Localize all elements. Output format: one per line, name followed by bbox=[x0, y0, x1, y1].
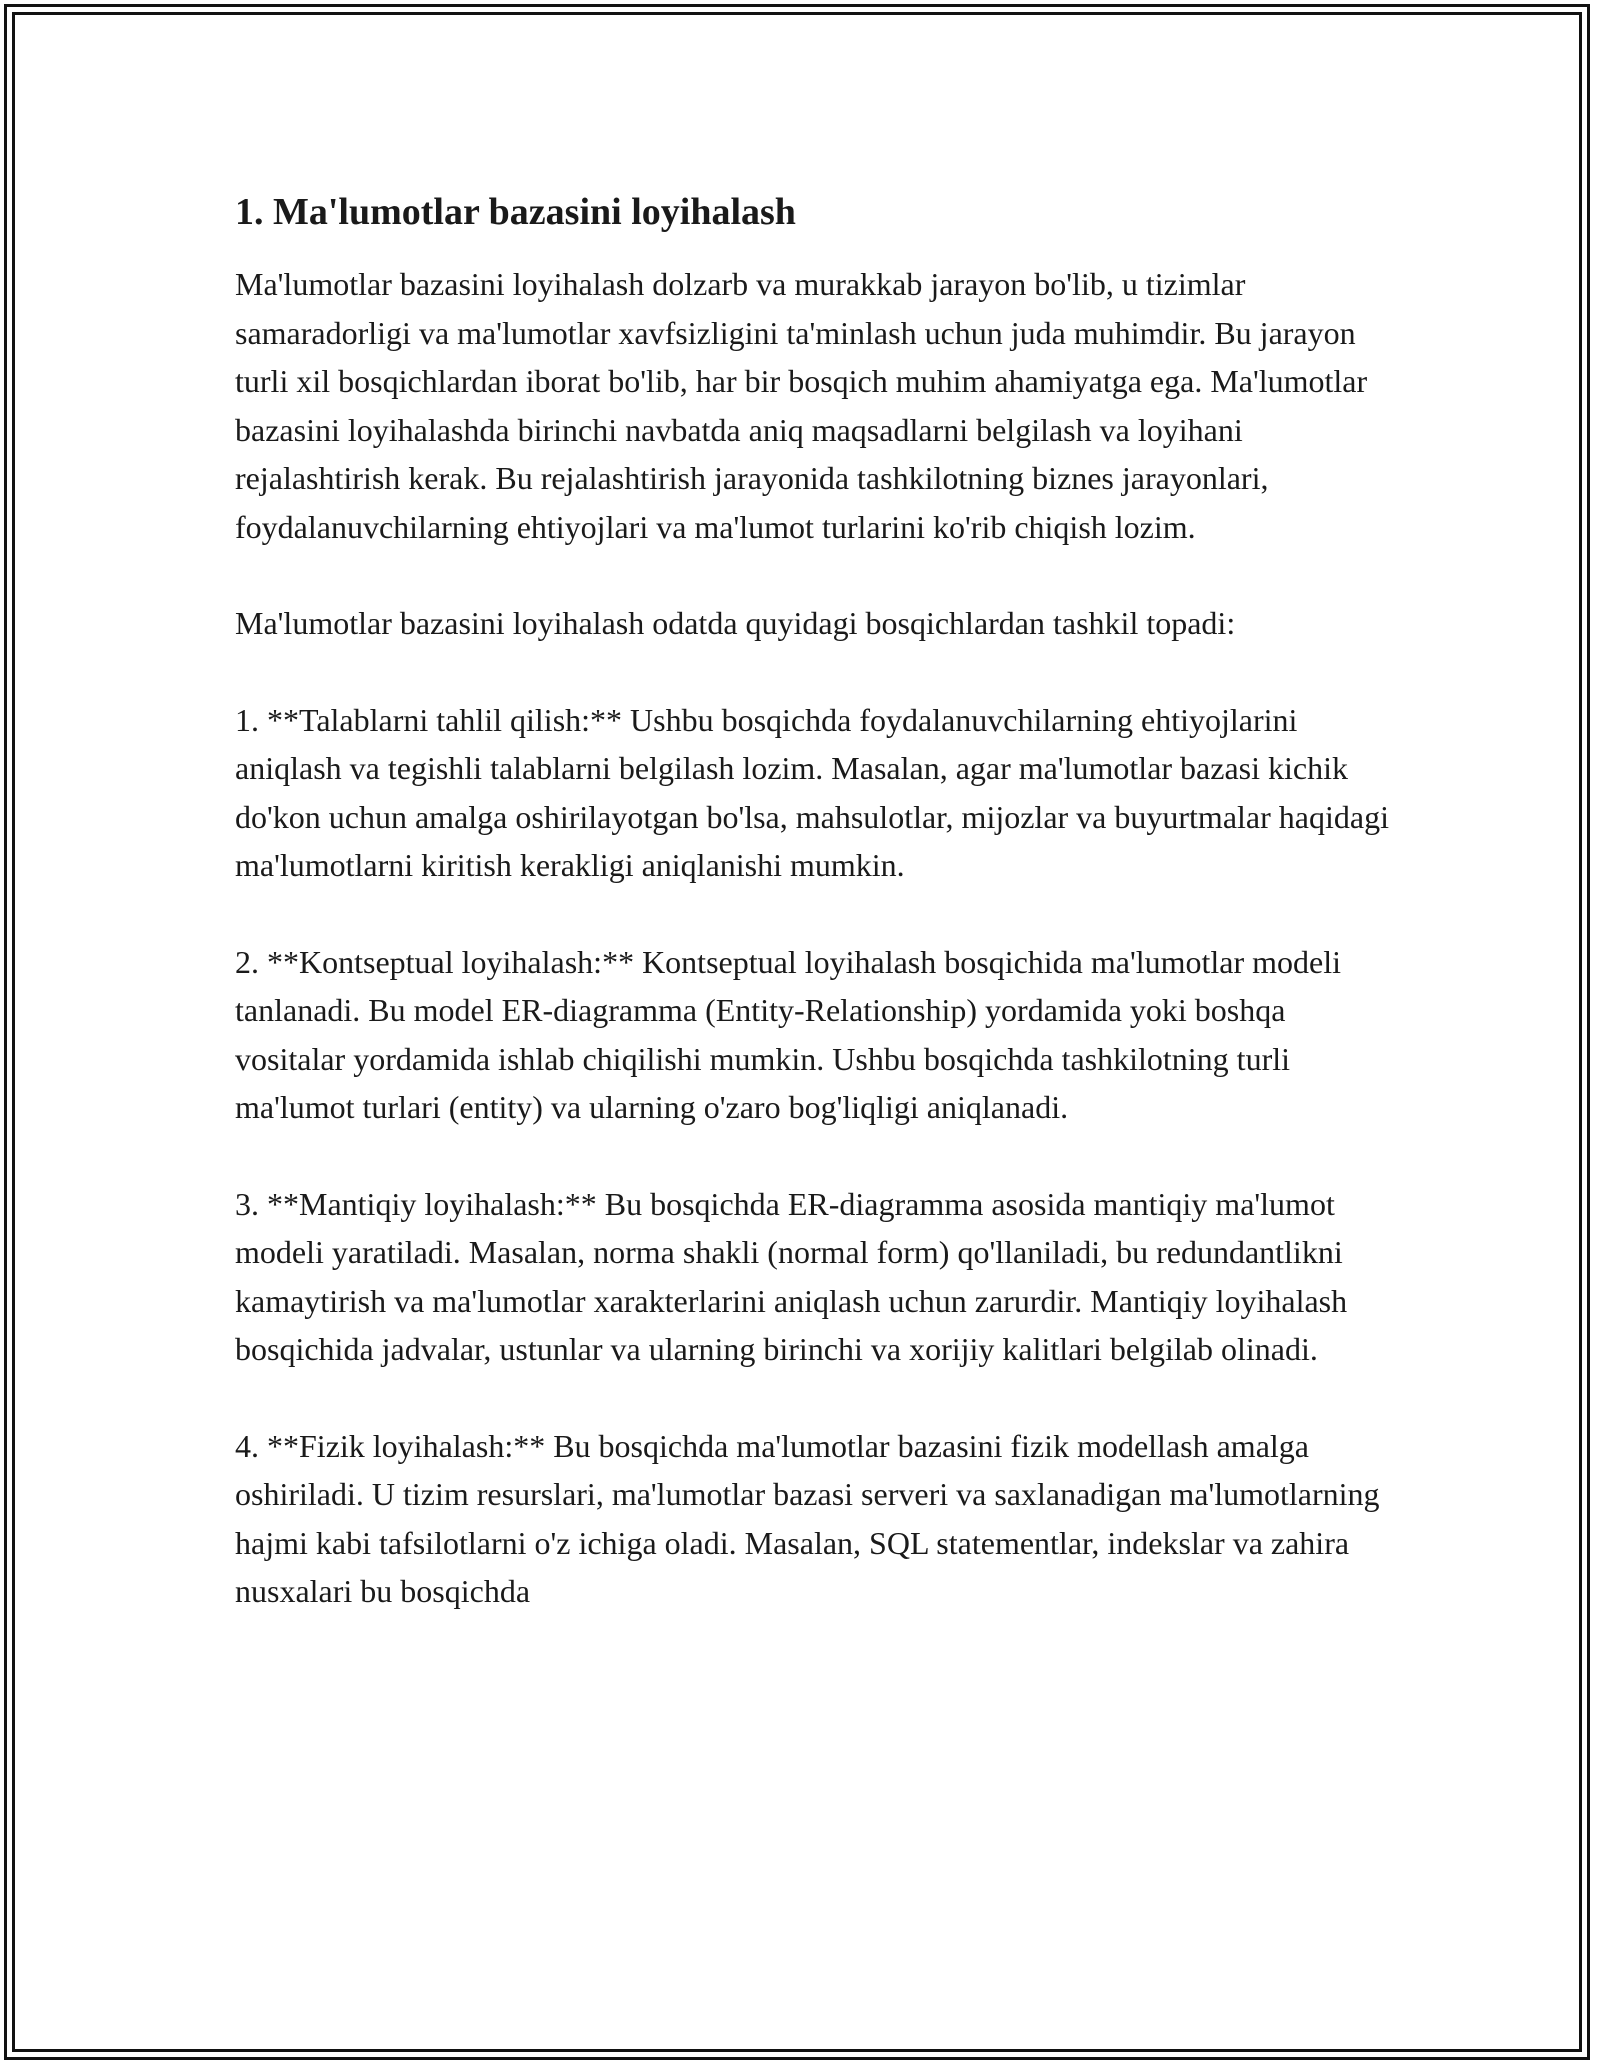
intro-paragraph: Ma'lumotlar bazasini loyihalash dolzarb va murakkab jarayon bo'lib, u tizimlar samaradorligi va ma'lumotlar xavfsizligini ta'minlash uchun juda muhimdir. Bu jarayon turli xil bosqichlardan iborat bo'lib, har bir bosqich muhim ahamiyatga ega. Ma'lumotlar bazasini loyihalashda birinchi navbatda aniq maqsadlarni belgilash va loyihani rejalashtirish kerak. Bu rejalashtirish jarayonida tashkilotning biznes jarayonlari, foydalanuvchilarning ehtiyojlari va ma'lumot turlarini ko'rib chiqish lozim. bbox=[235, 266, 1368, 545]
stages-intro-paragraph: Ma'lumotlar bazasini loyihalash odatda quyidagi bosqichlardan tashkil topadi: bbox=[235, 605, 1236, 641]
stage-1-paragraph: 1. **Talablarni tahlil qilish:** Ushbu bosqichda foydalanuvchilarning ehtiyojlarini aniqlash va tegishli talablarni belgilash lozim. Masalan, agar ma'lumotlar bazasi kichik do'kon uchun amalga oshirilayotgan bo'lsa, mahsulotlar, mijozlar va buyurtmalar haqidagi ma'lumotlarni kiritish kerakligi aniqlanishi mumkin. bbox=[235, 701, 1389, 883]
stage-2-paragraph: 2. **Kontseptual loyihalash:** Kontseptual loyihalash bosqichida ma'lumotlar modeli tanlanadi. Bu model ER-diagramma (Entity-Relationship) yordamida yoki boshqa vositalar yordamida ishlab chiqilishi mumkin. Ushbu bosqichda tashkilotning turli ma'lumot turlari (entity) va ularning o'zaro bog'liqligi aniqlanadi. bbox=[235, 943, 1342, 1125]
stage-4-paragraph: 4. **Fizik loyihalash:** Bu bosqichda ma'lumotlar bazasini fizik modellash amalga oshiriladi. U tizim resurslari, ma'lumotlar bazasi serveri va saxlanadigan ma'lumotlarning hajmi kabi tafsilotlarni o'z ichiga oladi. Masalan, SQL statementlar, indekslar va zahira nusxalari bu bosqichda bbox=[235, 1427, 1380, 1609]
stage-3-paragraph: 3. **Mantiqiy loyihalash:** Bu bosqichda ER-diagramma asosida mantiqiy ma'lumot modeli yaratiladi. Masalan, norma shakli (normal form) qo'llaniladi, bu redundantlikni kamaytirish va ma'lumotlar xarakterlarini aniqlash uchun zarurdir. Mantiqiy loyihalash bosqichida jadvalar, ustunlar va ularning birinchi va xorijiy kalitlari belgilab olinadi. bbox=[235, 1185, 1348, 1367]
document-body bbox=[235, 184, 1395, 1664]
section-heading: 1. Ma'lumotlar bazasini loyihalash bbox=[235, 191, 796, 233]
